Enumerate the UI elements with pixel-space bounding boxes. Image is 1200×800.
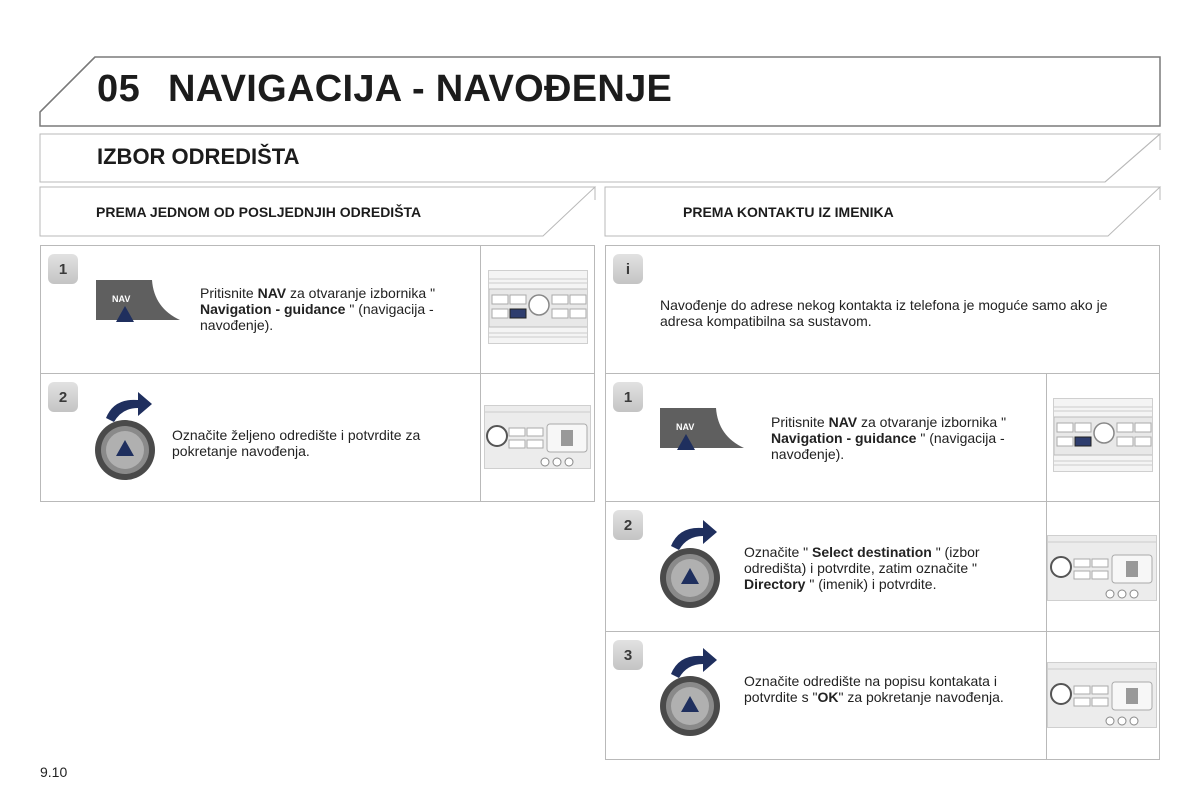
info-badge: i (613, 254, 643, 284)
right-step-3-text: Označite odredište na popisu kontakata i potvrdite s "OK" za pokretanje navođenja. (744, 673, 1004, 705)
nav-key-icon (92, 278, 184, 348)
right-info-text: Navođenje do adrese nekog kontakta iz telefona je moguće samo ako je adresa kompatibilna sa sustavom. (660, 297, 1108, 329)
rotary-knob-icon (657, 644, 727, 740)
left-step-1-text: Pritisnite NAV za otvaranje izbornika " Navigation - guidance " (navigacija - navođenje). (200, 285, 436, 333)
radio-panel-thumbnail (1047, 662, 1157, 728)
chapter-number: 05 (97, 68, 141, 110)
left-subtitle: PREMA JEDNOM OD POSLJEDNJIH ODREDIŠTA (96, 204, 422, 220)
rotary-knob-icon (657, 516, 727, 612)
nav-key-label: NAV (676, 422, 695, 432)
chapter-title: NAVIGACIJA - NAVOĐENJE (168, 68, 673, 110)
step-badge: 2 (48, 382, 78, 412)
nav-key-label: NAV (112, 294, 131, 304)
step-badge: 2 (613, 510, 643, 540)
step-badge: 3 (613, 640, 643, 670)
nav-key-icon (656, 406, 748, 476)
section-title: IZBOR ODREDIŠTA (97, 144, 300, 169)
radio-panel-thumbnail (484, 405, 591, 469)
step-badge: 1 (48, 254, 78, 284)
radio-panel-thumbnail (1053, 398, 1153, 472)
rotary-knob-icon (92, 388, 162, 484)
step-badge: 1 (613, 382, 643, 412)
radio-panel-thumbnail (488, 270, 588, 344)
left-step-2-text: Označite željeno odredište i potvrdite za pokretanje navođenja. (172, 427, 421, 459)
right-subtitle: PREMA KONTAKTU IZ IMENIKA (683, 204, 894, 220)
radio-panel-thumbnail (1047, 535, 1157, 601)
page-number: 9.10 (40, 764, 68, 780)
right-step-2-text: Označite " Select destination " (izbor odredišta) i potvrdite, zatim označite " Directory " (imenik) i potvrdite. (744, 544, 980, 592)
right-step-1-text: Pritisnite NAV za otvaranje izbornika " Navigation - guidance " (navigacija - navođenje). (771, 414, 1007, 462)
